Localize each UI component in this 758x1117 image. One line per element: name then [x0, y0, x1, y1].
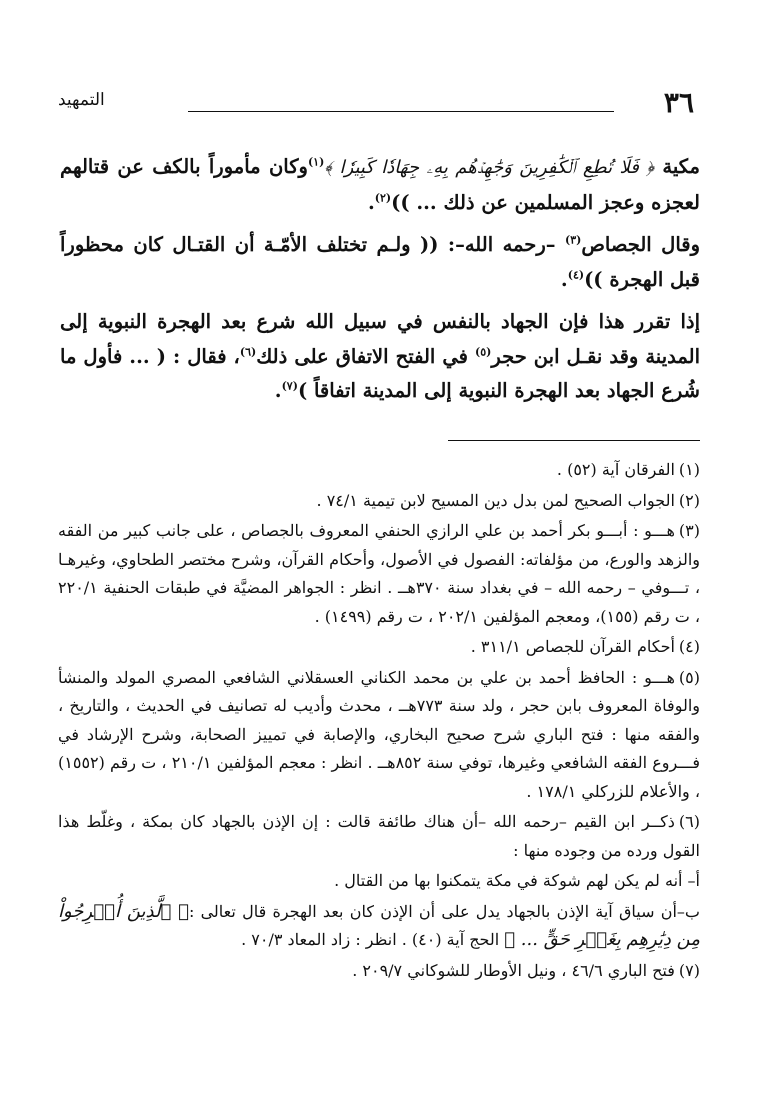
- footnote-6-point-a: أ– أنه لم يكن لهم شوكة في مكة يتمكنوا بها من القتال .: [334, 871, 700, 890]
- header-rule: [188, 111, 614, 112]
- footnote-ref[interactable]: (٢): [374, 191, 392, 204]
- footnote-2: (٢)الجواب الصحيح لمن بدل دين المسيح لابن تيمية ٧٤/١ .: [316, 490, 700, 510]
- page-number: ٣٦: [663, 86, 694, 119]
- footnote-1: (١)الفرقان آية (٥٢) .: [556, 460, 700, 479]
- footnote-ref[interactable]: (٤): [567, 268, 585, 281]
- footnote-6-point-b: ب–أن سياق آية الإذن بالجهاد يدل على أن الإذن كان بعد الهجرة قال تعالى :﴿ ٱلَّذِينَ أُخۡرِجُواْ مِن دِيَٰرِهِم بِغَيۡرِ حَقٍّ ... ﴾ الحج آية (٤٠) . انظر : زاد المعاد ٧٠/٣ .: [58, 900, 700, 950]
- running-title: التمهيد: [58, 90, 105, 110]
- footnote-ref[interactable]: (٧): [281, 379, 298, 393]
- footnote-ref[interactable]: (١): [307, 155, 325, 169]
- footnote-ref[interactable]: (٥): [475, 345, 492, 358]
- quran-verse: ﴿ ٱلَّذِينَ أُخۡرِجُواْ مِن دِيَٰرِهِم بِغَيۡرِ حَقٍّ ... ﴾: [58, 900, 700, 950]
- footnotes: [58, 456, 700, 987]
- footnote-ref[interactable]: (٣): [564, 233, 582, 247]
- footnote-4: (٤)أحكام القرآن للجصاص ٣١١/١ .: [470, 637, 700, 656]
- footnotes-separator: [448, 440, 700, 441]
- main-text: [60, 150, 700, 417]
- quran-verse: ﴿ فَلَا تُطِعِ ٱلۡكَٰفِرِينَ وَجَٰهِدۡهُم بِهِۦ جِهَادٗا كَبِيرٗا ﴾: [324, 157, 655, 178]
- footnote-3: (٣)هـــو : أبـــو بكر أحمد بن علي الرازي الحنفي المعروف بالجصاص ، على جانب كبير من الفقه والزهد والورع، من مؤلفاته: الفصول في الأصول، وأحكام القرآن، وشرح مختصر الطحاوي، وغيرهـا ، تـــوفي – رحمه الله – في بغداد سنة ٣٧٠هــ . انظر : الجواهر المضيَّة في طبقات الحنفية ٢٢٠/١ ، ت رقم (١٥٥)، ومعجم المؤلفين ٢٠٢/١ ، ت رقم (١٤٩٩) .: [58, 521, 700, 626]
- page-header: [58, 86, 694, 120]
- footnote-7: (٧)فتح الباري ٤٦/٦ ، ونيل الأوطار للشوكاني ٢٠٩/٧ .: [352, 960, 700, 980]
- footnote-ref[interactable]: (٦): [239, 345, 257, 358]
- paragraph-3: إذا تقرر هذا فإن الجهاد بالنفس في سبيل الله شرع بعد الهجرة النبوية إلى المدينة وقد نقـل ابن حجر$^{(٥)}$ في الفتح الاتفاق على ذلك$^{(٦)}$، فقال : ( ... فأول ما شُرع الجهاد بعد الهجرة النبوية إلى المدينة اتفاقاً )$^{(٧)}$.: [60, 310, 700, 402]
- paragraph-1: مكية ﴿ فَلَا تُطِعِ ٱلۡكَٰفِرِينَ وَجَٰهِدۡهُم بِهِۦ جِهَادٗا كَبِيرٗا ﴾$^{(١)}$وكان مأموراً بالكف عن قتالهم لعجزه وعجز المسلمين عن ذلك ... ))$^{(٢)}$.: [60, 155, 700, 214]
- footnote-6: (٦)ذكــر ابن القيم –رحمه الله –أن هناك طائفة قالت : إن الإذن بالجهاد كان بمكة ، وغلّط هذا القول ورده من وجوده منها :: [58, 812, 700, 860]
- footnote-5: (٥)هـــو : الحافظ أحمد بن علي بن محمد الكناني العسقلاني الشافعي المصري المولد والمنشأ والوفاة المعروف بابن حجر ، ولد سنة ٧٧٣هــ ، محدث وأديب له تصانيف في الحديث ، والتاريخ ، والفقه منها : فتح الباري شرح صحيح البخاري، والإصابة في تمييز الصحابة، وشرح الإرشاد في فـــروع الفقه الشافعي وغيرها، توفي سنة ٨٥٢هــ . انظر : معجم المؤلفين ٢١٠/١ ، ت رقم (١٥٥٢) ، والأعلام للزركلي ١٧٨/١ .: [58, 667, 701, 801]
- paragraph-2: وقال الجصاص$^{(٣)}$ –رحمه الله–: (( ولـم تختلف الأمّـة أن القتـال كان محظوراً قبل الهجرة ))$^{(٤)}$.: [60, 233, 700, 291]
